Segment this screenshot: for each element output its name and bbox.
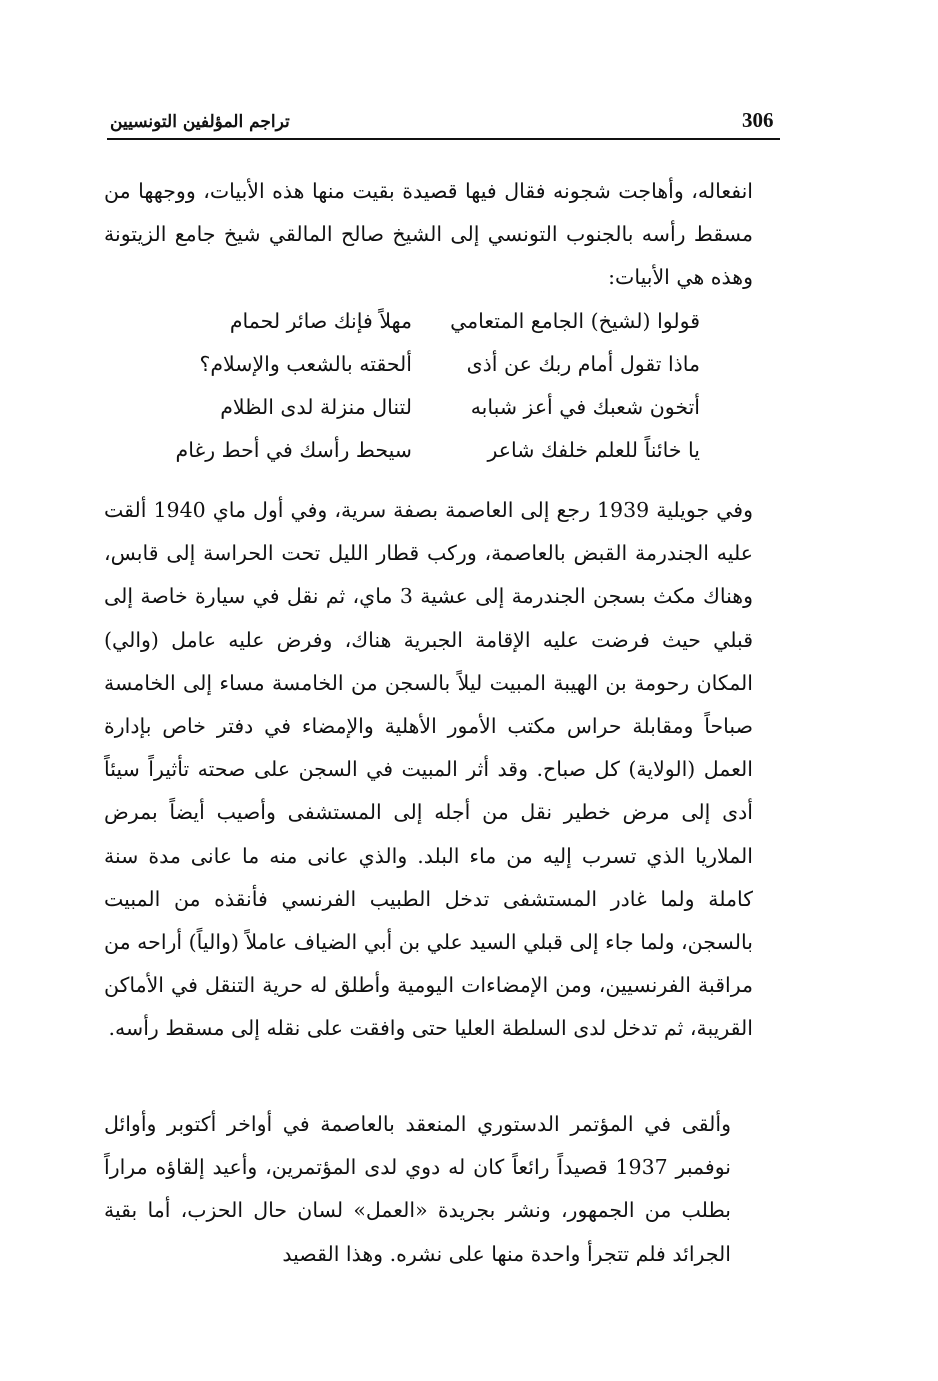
verse-first-hemistich: أتخون شعبك في أعز شبابه (470, 394, 700, 419)
verse-first-hemistich: يا خائناً للعلم خلفك شاعر (487, 438, 700, 463)
paragraph-2-text: وفي جويلية 1939 رجع إلى العاصمة بصفة سرية، وفي أول ماي 1940 ألقت عليه الجندرمة القبض بالعاصمة، وركب قطار الليل تحت الحراسة إلى قابس، وهناك مكث بسجن الجندرمة إلى عشية 3 ماي، ثم نقل في سيارة خاصة إلى قبلي حيث فرضت عليه الإقامة الجبرية هناك، وفرض عليه عامل (والي) المكان رحومة بن الهيبة المبيت ليلاً بالسجن من الخامسة مساء إلى الخامسة صباحاً ومقابلة حراس مكتب الأمور الأهلية والإمضاء في دفتر خاص بإدارة العمل (الولاية) كل صباح. وقد أثر المبيت في السجن على صحته تأثيراً سيئاً أدى إلى مرض خطير نقل من أجله إلى المستشفى وأصيب أيضاً بمرض الملاريا الذي تسرب إليه من ماء البلد. والذي عانى منه ما عانى مدة سنة كاملة ولما غادر المستشفى تدخل الطبيب الفرنسي فأنقذه من المبيت بالسجن، ولما جاء إلى قبلي السيد علي بن أبي الضياف عاملاً (والياً) أراحه من مراقبة الفرنسيين، ومن الإمضاءات اليومية وأطلق له حرية التنقل في الأماكن القريبة، ثم تدخل لدى السلطة العليا حتى وافقت على نقله إلى مسقط رأسه. (104, 498, 754, 1041)
poem-block (160, 299, 700, 472)
poem-verse (160, 342, 700, 385)
paragraph-1 (104, 170, 753, 300)
verse-second-hemistich: مهلاً فإنك صائر لحمام (229, 308, 412, 333)
verse-second-hemistich: لتنال منزلة لدى الظلام (220, 394, 412, 419)
page-number: 306 (742, 108, 774, 132)
poem-verse (160, 429, 700, 472)
paragraph-3-text: وألقى في المؤتمر الدستوري المنعقد بالعاصمة في أواخر أكتوبر وأوائل نوفمبر 1937 قصيداً رائعاً كان له دوي لدى المؤتمرين، وأعيد إلقاؤه مراراً بطلب من الجمهور، ونشر بجريدة «العمل» لسان حال الحزب، أما بقية الجرائد فلم تتجرأ واحدة منها على نشره. وهذا القصيد (104, 1112, 731, 1266)
verse-second-hemistich: سيحط رأسك في أحط رغام (175, 438, 412, 463)
verse-first-hemistich: ماذا تقول أمام ربك عن أذى (466, 351, 700, 376)
poem-verse (160, 385, 700, 428)
verse-first-hemistich: قولوا (لشيخ) الجامع المتعامي (450, 308, 700, 333)
paragraph-3 (104, 1103, 753, 1276)
paragraph-2 (104, 489, 753, 1051)
running-header-title: تراجم المؤلفين التونسيين (110, 112, 290, 132)
poem-verse (160, 299, 700, 342)
verse-second-hemistich: ألحقته بالشعب والإسلام؟ (199, 351, 412, 376)
paragraph-1-text: انفعاله، وأهاجت شجونه فقال فيها قصيدة بقيت منها هذه الأبيات، ووجهها من مسقط رأسه بالجنوب التونسي إلى الشيخ صالح المالقي شيخ جامع الزيتونة وهذه هي الأبيات: (104, 179, 753, 290)
header-rule (107, 138, 780, 140)
